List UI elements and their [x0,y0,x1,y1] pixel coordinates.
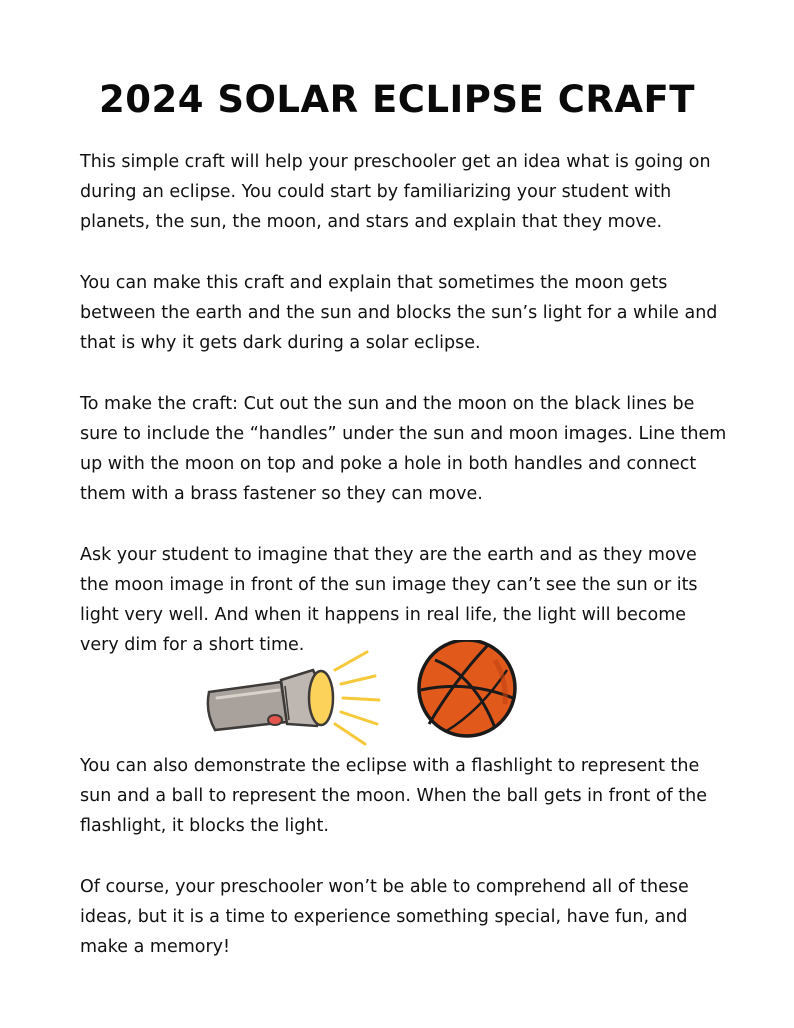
flashlight-icon [208,652,379,744]
paragraph-explanation: You can make this craft and explain that sometimes the moon gets between the earth and the sun and blocks the sun’s light for a while and that is why it gets dark during a solar eclipse. [80,273,718,353]
paragraph-imagine: Ask your student to imagine that they are the earth and as they move the moon image in front of the sun image they can’t see the sun or its light very well. And when it happens in real life, the light will become very dim for a short time. [80,545,698,655]
illustrations [195,640,535,750]
page-title: 2024 SOLAR ECLIPSE CRAFT [98,78,696,121]
paragraph-closing: Of course, your preschooler won’t be able to comprehend all of these ideas, but it is a time to experience something special, have fun, and make a memory! [80,877,689,957]
paragraph-flashlight-demo: You can also demonstrate the eclipse with a flashlight to represent the sun and a ball to represent the moon. When the ball gets in front of the flashlight, it blocks the light. [80,756,708,836]
basketball-icon [419,640,515,736]
paragraph-intro: This simple craft will help your preschooler get an idea what is going on during an eclipse. You could start by familiarizing your student with planets, the sun, the moon, and stars and explain that they move. [80,152,711,232]
paragraph-instructions: To make the craft: Cut out the sun and the moon on the black lines be sure to include the “handles” under the sun and moon images. Line them up with the moon on top and poke a hole in both handles and connect them with a brass fastener so they can move. [80,394,727,504]
